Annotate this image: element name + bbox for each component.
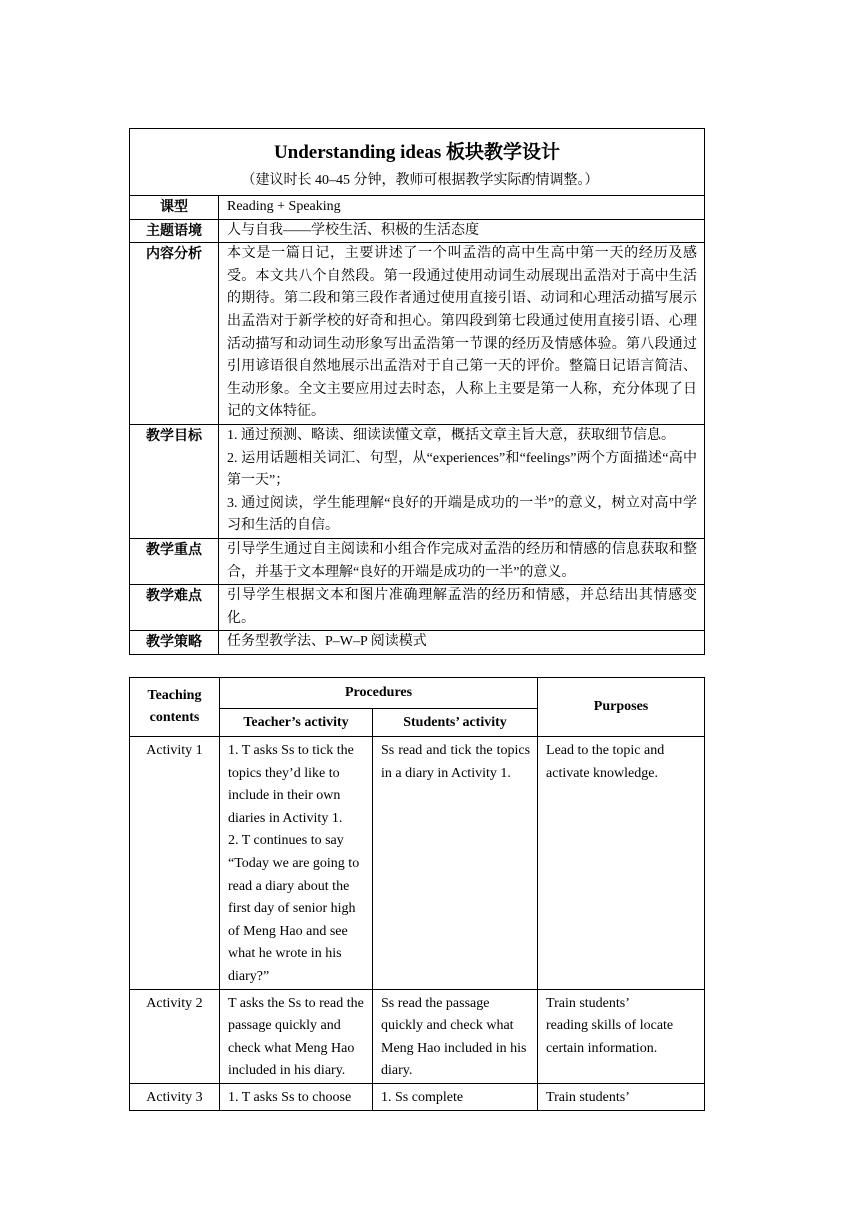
row-value: 任务型教学法、P–W–P 阅读模式 bbox=[219, 631, 705, 655]
row-label: 教学目标 bbox=[130, 424, 219, 538]
table-row bbox=[130, 631, 705, 655]
table-row bbox=[130, 585, 705, 631]
row-value: Reading + Speaking bbox=[219, 196, 705, 220]
table-row bbox=[130, 196, 705, 220]
table-row bbox=[130, 219, 705, 243]
row-label: 教学难点 bbox=[130, 585, 219, 631]
students-activity-cell bbox=[373, 737, 538, 990]
students-activity-header: Students’ activity bbox=[373, 709, 538, 737]
activity-name: Activity 1 bbox=[130, 737, 220, 990]
procedures-header: Procedures bbox=[220, 678, 538, 709]
teacher-step: T asks the Ss to read the passage quickly and check what Meng Hao included in his diary. bbox=[228, 995, 364, 1079]
procedure-table bbox=[129, 677, 705, 1111]
teacher-step: 2. T continues to say “Today we are going to read a diary about the first day of senior high of Meng Hao and see what he wrote in his diary?” bbox=[228, 833, 360, 984]
table-row bbox=[130, 243, 705, 425]
students-step: 1. Ss complete bbox=[381, 1089, 464, 1105]
students-activity-cell bbox=[373, 1083, 538, 1110]
table-row bbox=[130, 737, 705, 990]
row-label: 课型 bbox=[130, 196, 219, 220]
row-label: 主题语境 bbox=[130, 219, 219, 243]
row-label: 教学策略 bbox=[130, 631, 219, 655]
teacher-activity-header: Teacher’s activity bbox=[220, 709, 373, 737]
row-value: 引导学生根据文本和图片准确理解孟浩的经历和情感，并总结出其情感变化。 bbox=[219, 585, 705, 631]
row-value: 人与自我——学校生活、积极的生活态度 bbox=[219, 219, 705, 243]
document-subtitle: （建议时长 40–45 分钟，教师可根据教学实际酌情调整。） bbox=[241, 173, 599, 188]
row-value: 引导学生通过自主阅读和小组合作完成对孟浩的经历和情感的信息获取和整合，并基于文本理解“良好的开端是成功的一半”的意义。 bbox=[219, 538, 705, 584]
teacher-activity-cell bbox=[220, 737, 373, 990]
row-label: 教学重点 bbox=[130, 538, 219, 584]
students-activity-cell bbox=[373, 989, 538, 1083]
table-row bbox=[130, 989, 705, 1083]
students-step: Ss read and tick the topics in a diary in Activity 1. bbox=[381, 743, 531, 781]
purpose-text: Lead to the topic and activate knowledge. bbox=[546, 743, 665, 781]
teaching-contents-header: Teaching contents bbox=[130, 678, 220, 737]
purposes-header: Purposes bbox=[538, 678, 705, 737]
row-value: 本文是一篇日记，主要讲述了一个叫孟浩的高中生高中第一天的经历及感受。本文共八个自然段。第一段通过使用动词生动展现出孟浩对于高中生活的期待。第二段和第三段作者通过使用直接引语、动词和心理活动描写展示出孟浩对于新学校的好奇和担心。第四段到第七段通过使用直接引语、心理活动描写和动词生动形象写出孟浩第一节课的经历及情感体验。第八段通过引用谚语很自然地展示出孟浩对于自己第一天的评价。整篇日记语言简洁、生动形象。全文主要应用过去时态，人称上主要是第一人称，充分体现了日记的文体特征。 bbox=[219, 243, 705, 425]
teacher-step: 1. T asks Ss to choose bbox=[228, 1089, 352, 1105]
purpose-text: Train students’ bbox=[546, 1089, 630, 1105]
teacher-step: 1. T asks Ss to tick the topics they’d like to include in their own diaries in Activity 1. bbox=[228, 743, 354, 826]
purpose-cell bbox=[538, 1083, 705, 1110]
table-row bbox=[130, 538, 705, 584]
lesson-design-table bbox=[129, 128, 705, 655]
activity-name: Activity 3 bbox=[130, 1083, 220, 1110]
activity-name: Activity 2 bbox=[130, 989, 220, 1083]
table-header-cell bbox=[130, 129, 705, 196]
teacher-activity-cell bbox=[220, 1083, 373, 1110]
purpose-cell bbox=[538, 989, 705, 1083]
objective-item: 2. 运用话题相关词汇、句型，从“experiences”和“feelings”两个方面描述“高中第一天”； bbox=[227, 450, 697, 489]
table-row bbox=[130, 1083, 705, 1110]
table-row bbox=[130, 424, 705, 538]
document-title: Understanding ideas 板块教学设计 bbox=[273, 142, 561, 163]
purpose-text: Train students’ reading skills of locate certain information. bbox=[546, 995, 674, 1056]
teacher-activity-cell bbox=[220, 989, 373, 1083]
students-step: Ss read the passage quickly and check what Meng Hao included in his diary. bbox=[381, 995, 527, 1079]
objective-item: 1. 通过预测、略读、细读读懂文章，概括文章主旨大意，获取细节信息。 bbox=[227, 427, 675, 443]
purpose-cell bbox=[538, 737, 705, 990]
row-value bbox=[219, 424, 705, 538]
objective-item: 3. 通过阅读，学生能理解“良好的开端是成功的一半”的意义，树立对高中学习和生活的自信。 bbox=[227, 495, 697, 534]
row-label: 内容分析 bbox=[130, 243, 219, 425]
